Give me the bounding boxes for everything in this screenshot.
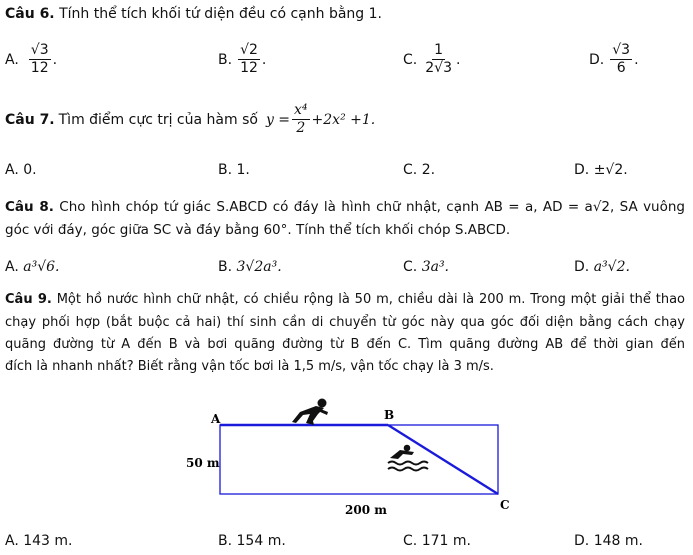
- option-letter: C.: [403, 162, 418, 178]
- option-value: 148 m.: [593, 533, 643, 549]
- q8-line1: Cho hình chóp tứ giác S.ABCD có đáy là hình chữ nhật, cạnh AB = a, AD = a√2, SA vuông: [59, 199, 685, 215]
- q6-option-d[interactable]: [589, 42, 639, 77]
- option-letter: B.: [218, 51, 233, 68]
- option-value: 143 m.: [23, 533, 73, 549]
- option-letter: D.: [589, 51, 605, 68]
- q6-option-c[interactable]: [403, 42, 460, 77]
- q8-option-c[interactable]: [403, 259, 449, 275]
- q7-label: Câu 7.: [5, 111, 55, 128]
- point-c-label: C: [500, 498, 510, 512]
- swimmer-icon: [388, 445, 428, 471]
- q8-label: Câu 8.: [5, 199, 54, 215]
- numerator: 1: [434, 42, 444, 58]
- option-value: 3a³.: [421, 259, 450, 275]
- q6-b-fraction: [238, 42, 260, 77]
- option-letter: D.: [574, 162, 590, 178]
- q7-option-c[interactable]: [403, 162, 435, 178]
- denominator: 2√3: [425, 60, 452, 76]
- q9-option-b[interactable]: [218, 533, 286, 549]
- option-letter: C.: [403, 51, 418, 68]
- denominator: 6: [616, 60, 626, 76]
- q6-stem: [5, 6, 382, 22]
- option-value: 2.: [421, 162, 436, 178]
- q9-line3: quãng đường từ A đến B và bơi quãng đường từ B đến C. Tìm quãng đường AB để thời gian đến: [5, 337, 685, 352]
- option-value: a³√6.: [23, 259, 60, 275]
- option-letter: A.: [5, 162, 19, 178]
- denominator: 12: [240, 60, 258, 76]
- q6-option-a[interactable]: [5, 42, 57, 77]
- q8-line2: góc với đáy, góc giữa SC và đáy bằng 60°. Tính thể tích khối chóp S.ABCD.: [5, 222, 511, 238]
- point-a-label: A: [211, 412, 221, 426]
- q7-formula-rhs: +2x² +1.: [311, 111, 376, 128]
- option-tail: .: [261, 51, 267, 68]
- q6-d-fraction: [610, 42, 632, 77]
- q7-formula-fraction: [292, 102, 310, 137]
- width-label: 50 m: [186, 456, 220, 470]
- option-letter: B.: [218, 533, 233, 549]
- q9-option-a[interactable]: [5, 533, 73, 549]
- q9-option-d[interactable]: [574, 533, 643, 549]
- option-tail: .: [634, 51, 639, 68]
- q7-option-d[interactable]: [574, 162, 628, 178]
- option-value: ±√2.: [593, 162, 628, 178]
- q9-lake-figure: [180, 392, 520, 524]
- option-tail: .: [455, 51, 461, 68]
- q7-option-b[interactable]: [218, 162, 250, 178]
- option-letter: C.: [403, 259, 418, 275]
- numerator: √2: [240, 42, 258, 58]
- q6-label: Câu 6.: [5, 6, 55, 22]
- numerator: √3: [30, 42, 49, 58]
- option-letter: B.: [218, 162, 233, 178]
- q9-line4: đích là nhanh nhất? Biết rằng vận tốc bơi là 1,5 m/s, vận tốc chạy là 3 m/s.: [5, 359, 494, 374]
- q8-option-b[interactable]: [218, 259, 282, 275]
- q9-option-c[interactable]: [403, 533, 471, 549]
- point-b-label: B: [384, 408, 395, 422]
- numerator: √3: [612, 42, 631, 58]
- q8-stem-line1: [5, 199, 685, 215]
- option-value: 171 m.: [421, 533, 471, 549]
- length-label: 200 m: [345, 503, 387, 517]
- option-letter: A.: [5, 51, 19, 68]
- q7-stem: [5, 102, 375, 137]
- lake-rectangle: [220, 425, 498, 494]
- q8-option-d[interactable]: [574, 259, 630, 275]
- q7-option-a[interactable]: [5, 162, 37, 178]
- option-tail: .: [52, 51, 58, 68]
- option-letter: A.: [5, 259, 19, 275]
- option-value: 3√2a³.: [236, 259, 282, 275]
- option-value: 154 m.: [236, 533, 286, 549]
- q9-line2: chạy phối hợp (bắt buộc cả hai) thí sinh cần di chuyển từ góc này qua góc đối diện bằng cách chạy: [5, 315, 685, 330]
- q9-label: Câu 9.: [5, 292, 52, 307]
- runner-icon: [292, 399, 328, 426]
- numerator: x⁴: [294, 102, 308, 118]
- q8-option-a[interactable]: [5, 259, 59, 275]
- swim-path-bc: [388, 425, 498, 494]
- option-value: 1.: [236, 162, 250, 178]
- q9-stem-line1: [5, 292, 685, 307]
- option-letter: D.: [574, 533, 590, 549]
- q6-a-fraction: [29, 42, 51, 77]
- option-letter: D.: [574, 259, 590, 275]
- q6-option-b[interactable]: [218, 42, 266, 77]
- q6-text: Tính thể tích khối tứ diện đều có cạnh bằng 1.: [59, 6, 382, 22]
- option-letter: A.: [5, 533, 19, 549]
- q7-formula-lhs: y =: [265, 111, 291, 128]
- option-value: a³√2.: [593, 259, 630, 275]
- option-letter: C.: [403, 533, 418, 549]
- q6-c-fraction: [423, 42, 454, 77]
- q7-text: Tìm điểm cực trị của hàm số: [58, 111, 258, 128]
- option-value: 0.: [23, 162, 37, 178]
- option-letter: B.: [218, 259, 233, 275]
- denominator: 2: [296, 120, 306, 136]
- q9-line1: Một hồ nước hình chữ nhật, có chiều rộng là 50 m, chiều dài là 200 m. Trong một giải thể thao: [56, 292, 686, 307]
- denominator: 12: [30, 60, 49, 76]
